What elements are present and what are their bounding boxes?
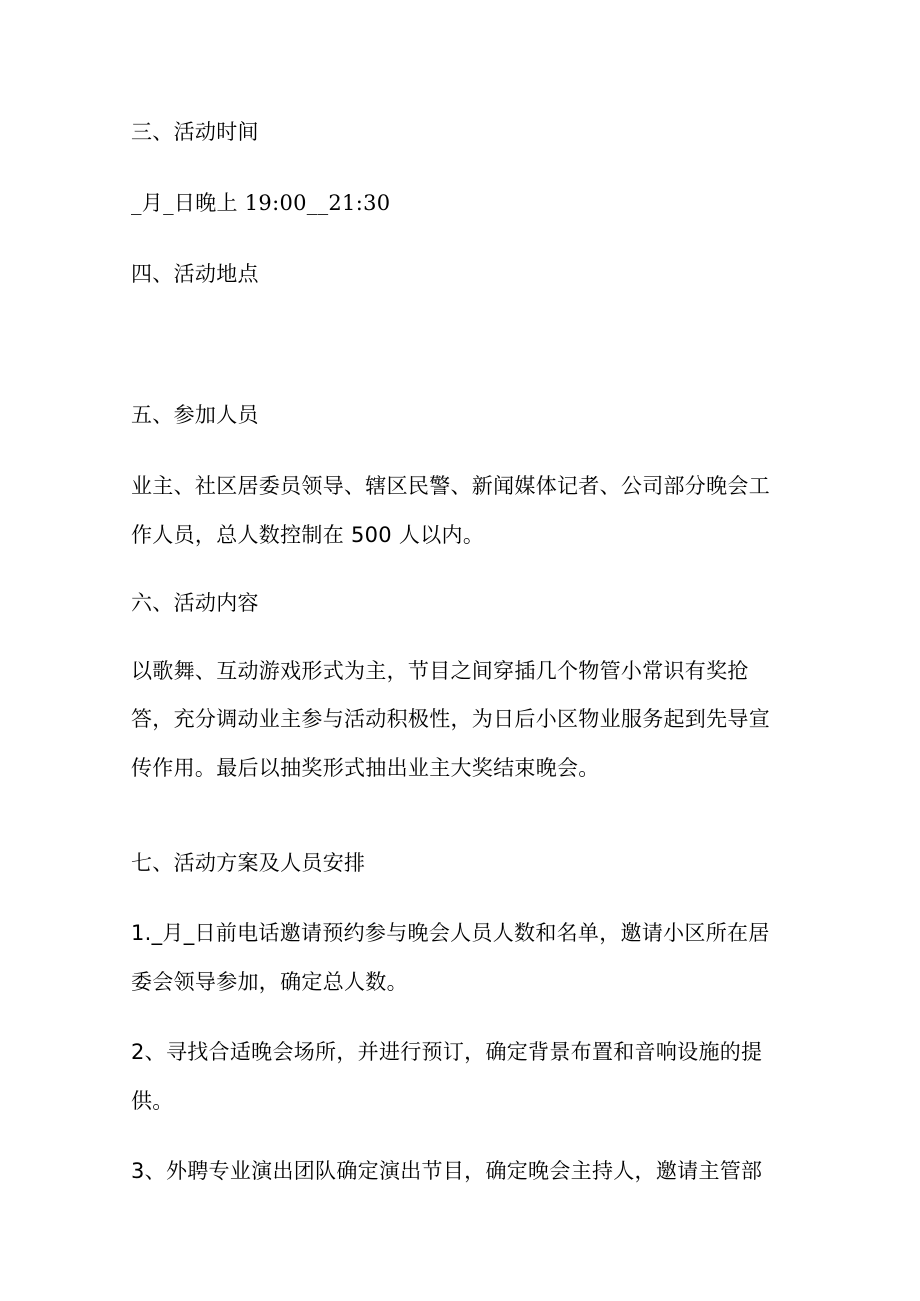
plan-item-2-line-1: 2、寻找合适晚会场所，并进行预订，确定背景布置和音响设施的提 [131,1040,763,1064]
activity-content-line-1: 以歌舞、互动游戏形式为主，节目之间穿插几个物管小常识有奖抢 [131,659,749,683]
plan-item-1-line-2: 委会领导参加，确定总人数。 [131,970,408,994]
section-heading-plan-and-staffing: 七、活动方案及人员安排 [131,851,366,875]
section-heading-activity-location: 四、活动地点 [131,262,259,286]
section-heading-activity-time: 三、活动时间 [131,120,259,144]
participants-text-line-1: 业主、社区居委员领导、辖区民警、新闻媒体记者、公司部分晚会工 [131,474,770,498]
section-heading-participants: 五、参加人员 [131,403,259,427]
activity-content-line-2: 答，充分调动业主参与活动积极性，为日后小区物业服务起到先导宣 [131,707,770,731]
plan-item-2-line-2: 供。 [131,1089,174,1113]
section-heading-activity-content: 六、活动内容 [131,591,259,615]
plan-item-1-line-1: 1._月_日前电话邀请预约参与晚会人员人数和名单，邀请小区所在居 [131,921,770,945]
activity-content-line-3: 传作用。最后以抽奖形式抽出业主大奖结束晚会。 [131,756,600,780]
plan-item-3-line-1: 3、外聘专业演出团队确定演出节目，确定晚会主持人，邀请主管部 [131,1159,763,1183]
activity-time-text: _月_日晚上 19:00__21:30 [131,191,391,215]
participants-text-line-2: 作人员，总人数控制在 500 人以内。 [131,523,485,547]
